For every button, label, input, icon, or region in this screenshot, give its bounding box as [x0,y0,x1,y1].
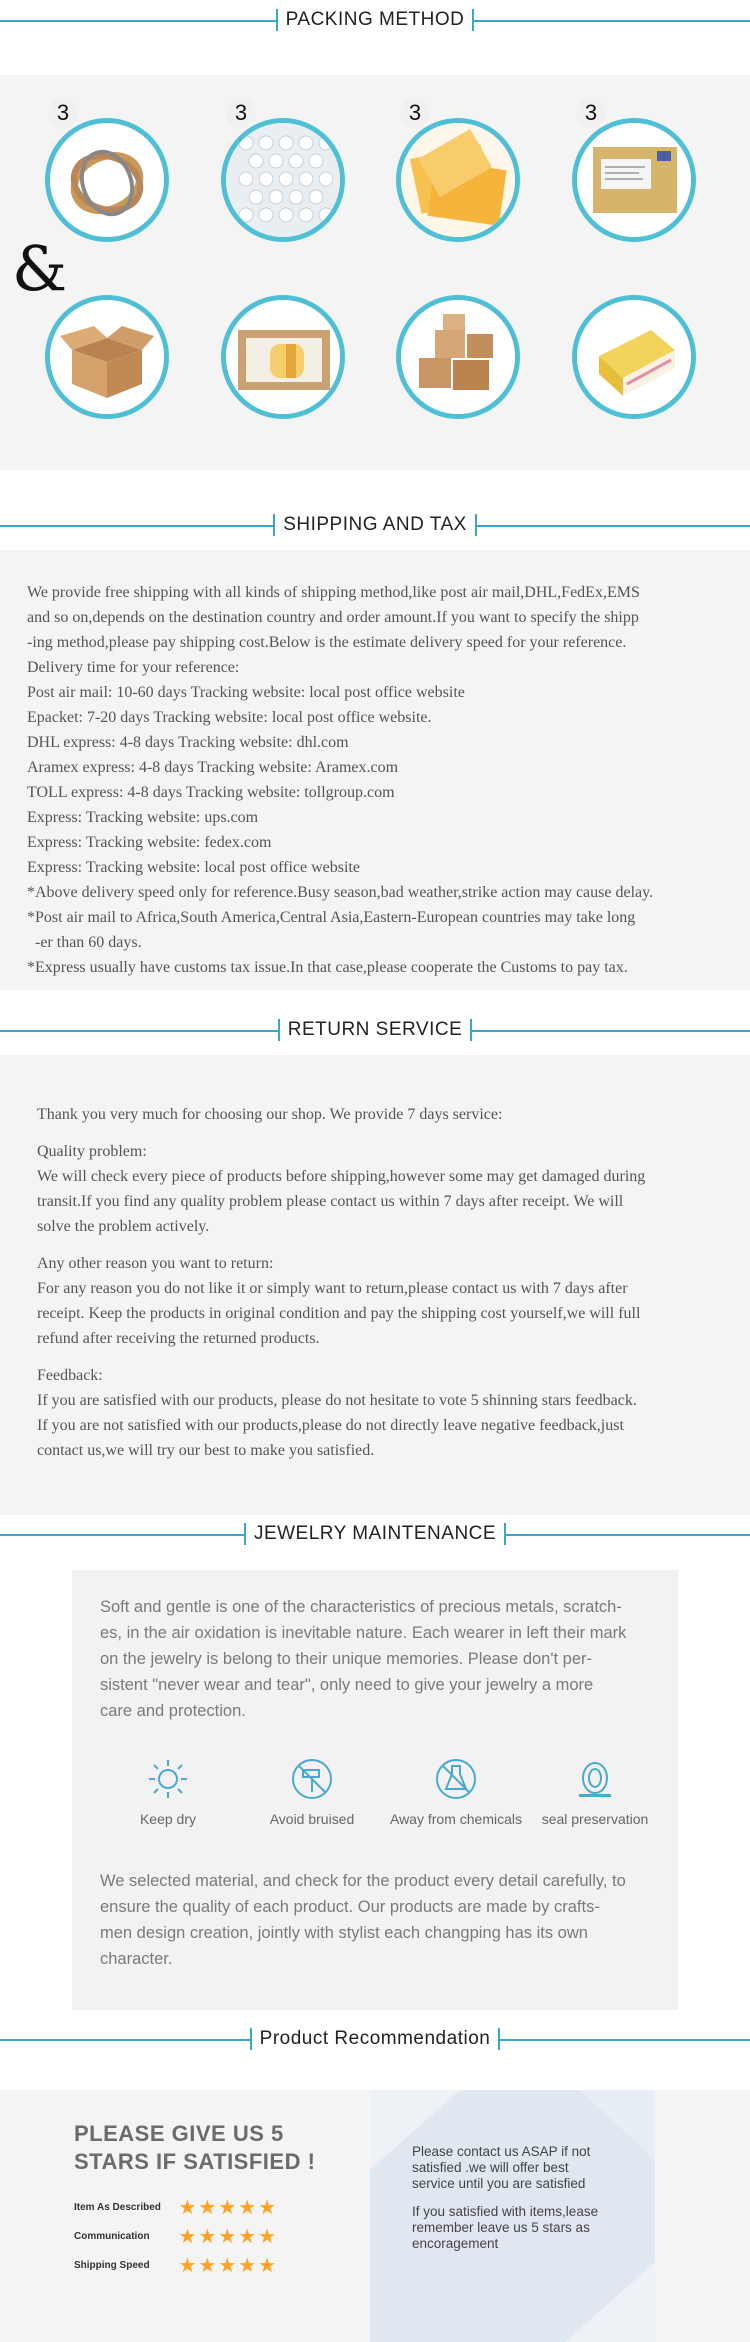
note-line: remember leave us 5 stars as [412,2220,590,2235]
away-from-chemicals-label: Away from chemicals [389,1811,522,1827]
avoid-bruised-item [237,1756,387,1827]
padded-envelope-image [396,118,520,242]
shipping-line: DHL express: 4-8 days Tracking website: dhl.com [27,734,349,751]
shipping-line: TOLL express: 4-8 days Tracking website: tollgroup.com [27,784,395,801]
contact-note [412,2144,632,2252]
quantity-badge: 3 [48,98,78,128]
shipping-line: Post air mail: 10-60 days Tracking website: local post office website [27,684,465,701]
quantity-badge: 3 [226,98,256,128]
rating-headline [74,2120,315,2176]
intro-line: on the jewelry is belong to their unique memories. Please don't per- [100,1650,593,1668]
keep-dry-label: Keep dry [139,1811,197,1827]
sun-icon [143,1756,193,1802]
outro-line: We selected material, and check for the product every detail carefully, to [100,1872,626,1890]
no-hammer-icon [287,1756,337,1802]
return-line: receipt. Keep the products in original condition and pay the shipping cost yourself,we will full [37,1305,641,1322]
return-line: If you are satisfied with our products, please do not hesitate to vote 5 shinning stars feedback. [37,1392,637,1409]
shipping-line: *Above delivery speed only for reference.Busy season,bad weather,strike action may cause delay. [27,884,654,901]
rating-shipping-speed [74,2253,278,2277]
shipping-envelope-image [572,118,696,242]
spacer [37,1127,737,1139]
return-line: We will check every piece of products before shipping,however some may get damaged during [37,1168,646,1185]
return-title: RETURN SERVICE [278,1019,473,1041]
packed-box-image [221,295,345,419]
return-line: Thank you very much for choosing our shop. We provide 7 days service: [37,1106,503,1123]
outro-line: ensure the quality of each product. Our products are made by crafts- [100,1898,600,1916]
seal-preservation-item [520,1756,670,1827]
spacer [37,1239,737,1251]
shipping-line: Express: Tracking website: ups.com [27,809,259,826]
shipping-line: *Post air mail to Africa,South America,Central Asia,Eastern-European countries may take long [27,909,636,926]
maintenance-header [0,1520,750,1550]
note-line: Please contact us ASAP if not [412,2144,591,2159]
seal-preservation-label: seal preservation [541,1811,649,1827]
recommendation-title: Product Recommendation [250,2028,501,2050]
rating-communication [74,2224,278,2248]
star-rating-icon: ★★★★★ [178,2226,279,2248]
return-header [0,1016,750,1046]
shipping-text [27,580,737,980]
note-line: satisfied .we will offer best [412,2160,569,2175]
return-line: Any other reason you want to return: [37,1255,274,1272]
star-rating-icon: ★★★★★ [178,2255,279,2277]
intro-line: care and protection. [100,1702,246,1720]
maintenance-title: JEWELRY MAINTENANCE [244,1523,506,1545]
shipping-line: Delivery time for your reference: [27,659,240,676]
shipping-title: SHIPPING AND TAX [273,514,477,536]
headline-line-2: STARS IF SATISFIED ! [74,2149,316,2174]
star-rating-icon: ★★★★★ [178,2197,279,2219]
return-line: Feedback: [37,1367,103,1384]
seal-ring-icon [570,1756,620,1802]
wrapped-parcel-image [572,295,696,419]
shipping-line: -er than 60 days. [27,934,142,951]
intro-line: es, in the air oxidation is inevitable nature. Each wearer in left their mark [100,1624,627,1642]
open-box-image [45,295,169,419]
away-from-chemicals-item [381,1756,531,1827]
shipping-line: Aramex express: 4-8 days Tracking website: Aramex.com [27,759,399,776]
outro-line: men design creation, jointly with stylist each changping has its own [100,1924,588,1942]
return-line: refund after receiving the returned products. [37,1330,320,1347]
note-line: encoragement [412,2236,499,2251]
maintenance-outro [100,1868,680,1972]
return-line: contact us,we will try our best to make you satisfied. [37,1442,375,1459]
shipping-line: Express: Tracking website: local post office website [27,859,360,876]
note-line: If you satisfied with items,lease [412,2204,599,2219]
packing-title: PACKING METHOD [276,9,475,31]
spacer [412,2192,632,2204]
headline-line-1: PLEASE GIVE US 5 [74,2121,284,2146]
quantity-badge: 3 [576,98,606,128]
return-line: Quality problem: [37,1143,147,1160]
return-line: transit.If you find any quality problem please contact us within 7 days after receipt. We will [37,1193,624,1210]
no-chemicals-icon [431,1756,481,1802]
return-line: solve the problem actively. [37,1218,210,1235]
keep-dry-item [93,1756,243,1827]
shipping-line: We provide free shipping with all kinds of shipping method,like post air mail,DHL,FedEx,EMS [27,584,640,601]
rating-item-as-described [74,2195,278,2219]
return-line: If you are not satisfied with our products,please do not directly leave negative feedback,just [37,1417,624,1434]
stacked-boxes-image [396,295,520,419]
shipping-line: *Express usually have customs tax issue.In that case,please cooperate the Customs to pay tax. [27,959,628,976]
ampersand: & [12,232,68,305]
packing-header [0,6,750,36]
shipping-line: -ing method,please pay shipping cost.Below is the estimate delivery speed for your reference. [27,634,627,651]
bubble-wrap-image [221,118,345,242]
return-text [37,1102,737,1463]
intro-line: sistent "never wear and tear", only need to give your jewelry a more [100,1676,594,1694]
avoid-bruised-label: Avoid bruised [269,1811,355,1827]
note-line: service until you are satisfied [412,2176,586,2191]
shipping-header [0,511,750,541]
recommendation-header [0,2025,750,2055]
return-line: For any reason you do not like it or simply want to return,please contact us with 7 days after [37,1280,628,1297]
quantity-badge: 3 [400,98,430,128]
outro-line: character. [100,1950,173,1968]
ring-image [45,118,169,242]
spacer [37,1351,737,1363]
shipping-line: Epacket: 7-20 days Tracking website: local post office website. [27,709,432,726]
rating-label: Communication [74,2231,150,2242]
shipping-line: and so on,depends on the destination country and order amount.If you want to specify the shipp [27,609,639,626]
rating-label: Shipping Speed [74,2260,150,2271]
intro-line: Soft and gentle is one of the characteristics of precious metals, scratch- [100,1598,622,1616]
maintenance-intro [100,1594,680,1724]
rating-label: Item As Described [74,2202,161,2213]
shipping-line: Express: Tracking website: fedex.com [27,834,272,851]
